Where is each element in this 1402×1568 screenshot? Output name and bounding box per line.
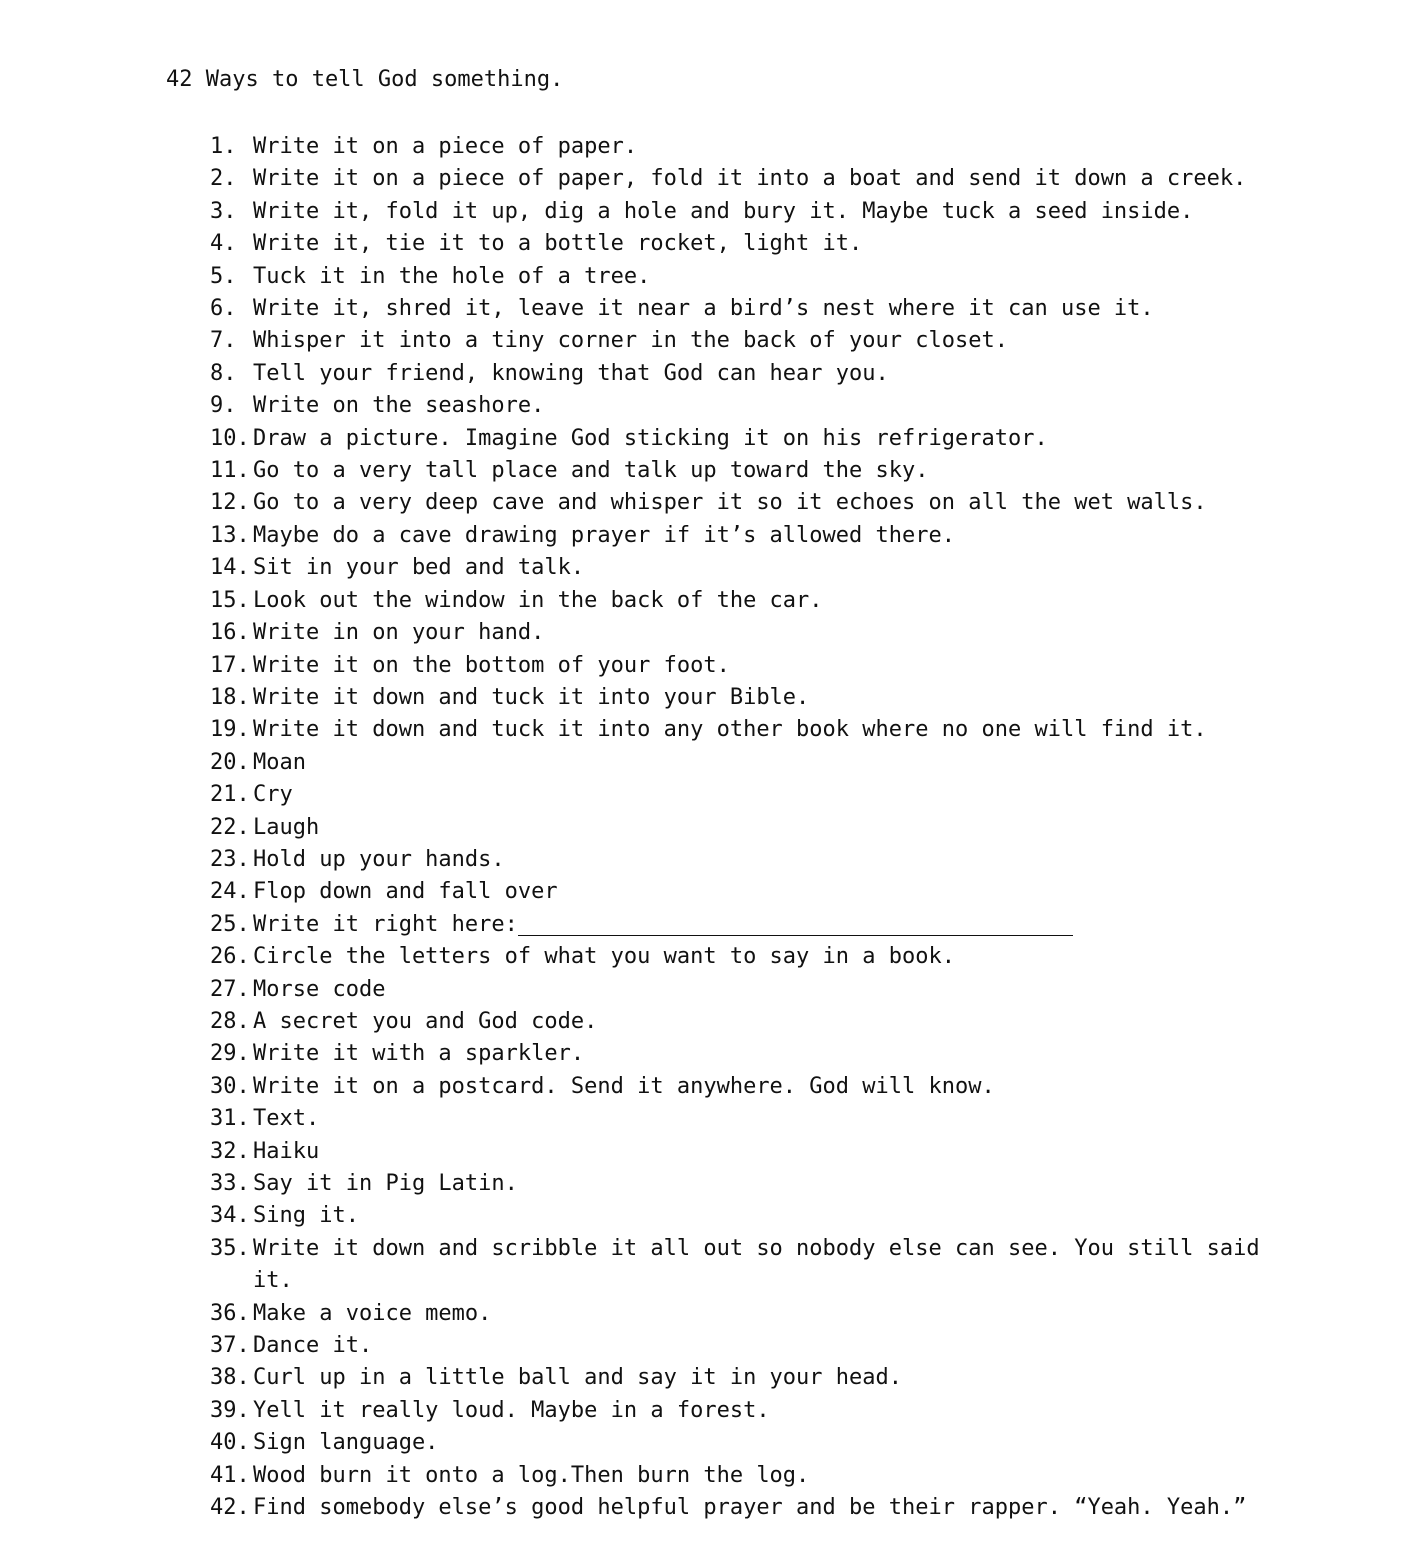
list-item: [210, 228, 1290, 260]
list-item: [210, 844, 1290, 876]
list-text: Write it on a piece of paper, fold it into a boat and send it down a creek.: [253, 166, 1247, 192]
list-text: Write it with a sparkler.: [253, 1041, 585, 1067]
list-item: [210, 1103, 1290, 1135]
list-number: 39.: [210, 1397, 250, 1423]
list-item: [210, 779, 1290, 811]
list-number: 32.: [210, 1138, 250, 1164]
list-number: 15.: [210, 587, 250, 613]
list-item: [210, 1330, 1290, 1362]
list-number: 1.: [210, 134, 237, 159]
list-number: 34.: [210, 1203, 250, 1229]
list-number: 24.: [210, 879, 250, 905]
list-text: Write it, shred it, leave it near a bird’s nest where it can use it.: [253, 296, 1154, 322]
list-text: Draw a picture. Imagine God sticking it on his refrigerator.: [253, 425, 1048, 451]
list-number: 2.: [210, 166, 237, 192]
list-text: Whisper it into a tiny corner in the back of your closet.: [253, 328, 1008, 354]
list-text: A secret you and God code.: [253, 1008, 598, 1034]
list-item: [210, 1362, 1290, 1394]
list-number: 7.: [210, 328, 237, 354]
list-text: Write it, tie it to a bottle rocket, light it.: [253, 231, 863, 257]
list-item: [210, 876, 1290, 908]
list-item: [210, 1168, 1290, 1200]
list-text: Say it in Pig Latin.: [253, 1171, 518, 1196]
list-text: Wood burn it onto a log.Then burn the log.: [253, 1462, 810, 1488]
list-number: 19.: [210, 717, 250, 743]
list-item: [210, 585, 1290, 617]
list-text: Tuck it in the hole of a tree.: [253, 263, 651, 289]
list-item: [210, 1200, 1290, 1232]
list-item: [210, 1427, 1290, 1459]
list-item: [210, 974, 1290, 1006]
list-item: [210, 1460, 1290, 1492]
list-item: [210, 1492, 1290, 1524]
list-text: Moan: [253, 749, 306, 775]
list-text: Write it on a postcard. Send it anywhere. God will know.: [253, 1073, 995, 1099]
list-text: Cry: [253, 782, 293, 808]
list-item: [210, 261, 1290, 293]
list-number: 29.: [210, 1041, 250, 1067]
list-text: Go to a very deep cave and whisper it so it echoes on all the wet walls.: [253, 490, 1207, 516]
page-title: 42 Ways to tell God something.: [166, 67, 564, 92]
list-number: 10.: [210, 425, 250, 451]
list-text: [253, 909, 1290, 941]
list-number: 21.: [210, 782, 250, 808]
list-item: [210, 423, 1290, 455]
list-item: [210, 1298, 1290, 1330]
list-item: [210, 650, 1290, 682]
list-item: [210, 455, 1290, 487]
list-text-label: Write it right here:: [253, 911, 518, 937]
list-item: [210, 1071, 1290, 1103]
list-item: [210, 714, 1290, 746]
list-text: Go to a very tall place and talk up toward the sky.: [253, 458, 929, 484]
list-item: [210, 682, 1290, 714]
list-number: 13.: [210, 522, 250, 548]
list-number: 3.: [210, 198, 237, 224]
list-item: [210, 812, 1290, 844]
list-number: 30.: [210, 1073, 250, 1099]
list-number: 4.: [210, 231, 237, 257]
list-text: Write it down and scribble it all out so nobody else can see. You still said it.: [253, 1235, 1260, 1294]
list-number: 35.: [210, 1235, 250, 1261]
list-number: 36.: [210, 1300, 250, 1326]
list-number: 8.: [210, 360, 237, 386]
list-item: [210, 390, 1290, 422]
list-number: 31.: [210, 1106, 250, 1132]
list-text: Text.: [253, 1106, 320, 1132]
list-text: Write it, fold it up, dig a hole and bury it. Maybe tuck a seed inside.: [253, 198, 1194, 224]
list-number: 28.: [210, 1008, 250, 1034]
list-item: [210, 747, 1290, 779]
list-text: Look out the window in the back of the car.: [253, 587, 823, 613]
list-text: Sign language.: [253, 1430, 439, 1456]
list-text: Tell your friend, knowing that God can hear you.: [253, 360, 889, 386]
list-item: [210, 1038, 1290, 1070]
list-text: Maybe do a cave drawing prayer if it’s allowed there.: [253, 522, 955, 548]
list-item: [210, 163, 1290, 195]
list-text: Haiku: [253, 1138, 320, 1164]
list-number: 40.: [210, 1430, 250, 1456]
list-number: 25.: [210, 911, 250, 937]
list-number: 5.: [210, 263, 237, 289]
list-text: Sit in your bed and talk.: [253, 555, 585, 581]
list-item: [210, 941, 1290, 973]
list-text: Write on the seashore.: [253, 393, 545, 419]
list-text: Curl up in a little ball and say it in your head.: [253, 1365, 903, 1391]
write-here-blank-line: [518, 913, 1073, 936]
list-text: Dance it.: [253, 1333, 373, 1359]
list-number: 11.: [210, 458, 250, 484]
list-item: [210, 487, 1290, 519]
list-text: Morse code: [253, 976, 386, 1002]
list-number: 37.: [210, 1333, 250, 1359]
list-number: 18.: [210, 684, 250, 710]
list-item: [210, 552, 1290, 584]
list-number: 20.: [210, 749, 250, 775]
list-item: [210, 293, 1290, 325]
list-item: [210, 909, 1290, 941]
list-item: [210, 131, 1290, 163]
list-text: Circle the letters of what you want to say in a book.: [253, 944, 955, 970]
list-number: 33.: [210, 1171, 250, 1196]
list-item: [210, 1233, 1290, 1298]
list-number: 27.: [210, 976, 250, 1002]
list-text: Write it down and tuck it into any other book where no one will find it.: [253, 717, 1207, 743]
list-item: [210, 325, 1290, 357]
list-item: [210, 358, 1290, 390]
list-text: Laugh: [253, 814, 320, 840]
ways-list: [210, 131, 1290, 1524]
list-text: Find somebody else’s good helpful prayer and be their rapper. “Yeah. Yeah.”: [253, 1495, 1247, 1521]
list-number: 16.: [210, 620, 250, 646]
list-text: Flop down and fall over: [253, 879, 558, 905]
list-text: Hold up your hands.: [253, 846, 505, 872]
list-item: [210, 617, 1290, 649]
list-number: 23.: [210, 846, 250, 872]
list-text: Sing it.: [253, 1203, 359, 1229]
list-item: [210, 1136, 1290, 1168]
list-text: Yell it really loud. Maybe in a forest.: [253, 1397, 770, 1423]
list-item: [210, 1006, 1290, 1038]
list-number: 41.: [210, 1462, 250, 1488]
list-number: 12.: [210, 490, 250, 516]
list-text: Write it on a piece of paper.: [253, 134, 638, 159]
list-number: 22.: [210, 814, 250, 840]
list-number: 42.: [210, 1495, 250, 1521]
list-item: [210, 196, 1290, 228]
list-item: [210, 520, 1290, 552]
list-number: 9.: [210, 393, 237, 419]
list-item: [210, 1395, 1290, 1427]
list-text: Write it down and tuck it into your Bible.: [253, 684, 810, 710]
list-text: Write in on your hand.: [253, 620, 545, 646]
list-number: 14.: [210, 555, 250, 581]
list-text: Write it on the bottom of your foot.: [253, 652, 730, 678]
list-number: 6.: [210, 296, 237, 322]
list-number: 38.: [210, 1365, 250, 1391]
list-number: 26.: [210, 944, 250, 970]
list-number: 17.: [210, 652, 250, 678]
list-text: Make a voice memo.: [253, 1300, 492, 1326]
